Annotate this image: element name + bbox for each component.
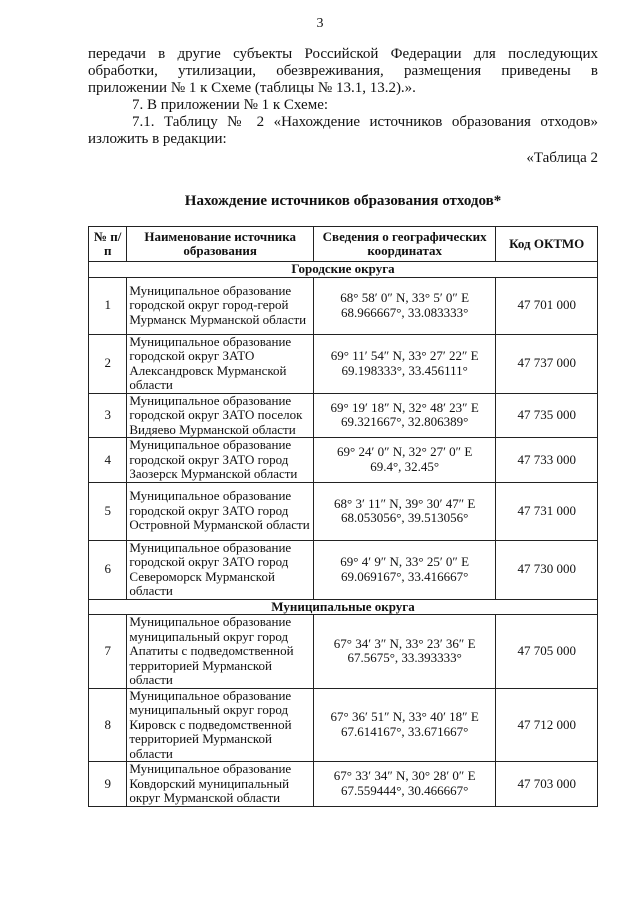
source-name: Муниципальное образование городской округ город-герой Мурманск Мурманской области — [127, 277, 314, 334]
header-name: Наименование источника образования — [127, 227, 314, 262]
table-body — [89, 262, 598, 807]
table-header-row — [89, 227, 598, 262]
table-row — [89, 334, 598, 393]
table-row — [89, 762, 598, 807]
coordinates-cell — [313, 393, 495, 438]
coordinates-decimal: 68.053056°, 39.513056° — [340, 510, 469, 525]
coordinates-decimal: 69.198333°, 33.456111° — [341, 362, 468, 378]
oktmo-code: 47 701 000 — [496, 277, 598, 334]
coordinates-cell — [313, 688, 495, 762]
coordinates-decimal: 67.614167°, 33.671667° — [340, 723, 469, 739]
table-label: «Таблица 2 — [526, 150, 598, 166]
section-row — [89, 262, 598, 278]
coordinates-decimal: 67.5675°, 33.393333° — [347, 650, 462, 666]
table-row — [89, 482, 598, 540]
row-number: 2 — [89, 334, 127, 393]
coordinates-decimal: 69.4°, 32.45° — [370, 458, 440, 474]
oktmo-code: 47 737 000 — [496, 334, 598, 393]
paragraph-item-7-1: 7.1. Таблицу № 2 «Нахождение источников образования отходов» изложить в редакции: — [88, 114, 598, 147]
coordinates-decimal: 68.966667°, 33.083333° — [340, 304, 469, 320]
row-number: 5 — [89, 482, 127, 540]
header-num: № п/п — [89, 227, 127, 262]
table-row — [89, 277, 598, 334]
header-oktmo: Код ОКТМО — [496, 227, 598, 262]
coordinates-cell — [313, 540, 495, 599]
coordinates-cell — [313, 482, 495, 540]
coordinates-dms: 67° 34′ 3″ N, 33° 23′ 36″ E — [333, 635, 476, 651]
source-name: Муниципальное образование городской округ ЗАТО Александровск Мурманской области — [127, 334, 314, 393]
coordinates-dms: 67° 36′ 51″ N, 33° 40′ 18″ E — [330, 709, 479, 725]
row-number: 4 — [89, 438, 127, 483]
coordinates-dms: 69° 4′ 9″ N, 33° 25′ 0″ E — [340, 554, 470, 569]
coordinates-dms: 68° 3′ 11″ N, 39° 30′ 47″ E — [334, 495, 476, 511]
coordinates-decimal: 69.321667°, 32.806389° — [340, 414, 469, 430]
section-title: Муниципальные округа — [89, 599, 598, 615]
source-name: Муниципальное образование городской округ ЗАТО город Островной Мурманской области — [127, 482, 314, 540]
oktmo-code: 47 730 000 — [496, 540, 598, 599]
row-number: 3 — [89, 393, 127, 438]
table-title: Нахождение источников образования отходов* — [184, 193, 502, 209]
coordinates-dms: 69° 19′ 18″ N, 32° 48′ 23″ E — [330, 399, 479, 415]
source-name: Муниципальное образование городской округ ЗАТО поселок Видяево Мурманской области — [127, 393, 314, 438]
coordinates-decimal: 67.559444°, 30.466667° — [340, 782, 469, 798]
source-name: Муниципальное образование городской округ ЗАТО город Североморск Мурманской области — [127, 540, 314, 599]
row-number: 1 — [89, 277, 127, 334]
oktmo-code: 47 731 000 — [496, 482, 598, 540]
row-number: 6 — [89, 540, 127, 599]
oktmo-code: 47 703 000 — [496, 762, 598, 807]
section-row — [89, 599, 598, 615]
oktmo-code: 47 733 000 — [496, 438, 598, 483]
paragraph-continuation: передачи в другие субъекты Российской Федерации для последующих обработки, утилизации, обезвреживания, размещения приведены в приложении № 1 к Схеме (таблицы № 13.1, 13.2).». — [88, 46, 598, 96]
coordinates-cell — [313, 277, 495, 334]
coordinates-cell — [313, 438, 495, 483]
coordinates-decimal: 69.069167°, 33.416667° — [340, 568, 469, 584]
paragraph-item-7: 7. В приложении № 1 к Схеме: — [132, 97, 329, 113]
row-number: 7 — [89, 615, 127, 689]
body-text — [88, 46, 598, 167]
table-row — [89, 615, 598, 689]
table-row — [89, 688, 598, 762]
table-row — [89, 540, 598, 599]
source-name: Муниципальное образование Ковдорский муниципальный округ Мурманской области — [127, 762, 314, 807]
oktmo-code: 47 712 000 — [496, 688, 598, 762]
row-number: 9 — [89, 762, 127, 807]
oktmo-code: 47 735 000 — [496, 393, 598, 438]
source-name: Муниципальное образование муниципальный округ город Апатиты с подведомственной территорией Мурманской области — [127, 615, 314, 689]
coordinates-cell — [313, 615, 495, 689]
coordinates-dms: 67° 33′ 34″ N, 30° 28′ 0″ E — [333, 768, 476, 784]
header-coords: Сведения о географических координатах — [313, 227, 495, 262]
page-number: 3 — [316, 16, 324, 31]
coordinates-dms: 68° 58′ 0″ N, 33° 5′ 0″ E — [340, 290, 470, 305]
source-name: Муниципальное образование муниципальный округ город Кировск с подведомственной территорией Мурманской области — [127, 688, 314, 762]
table-row — [89, 438, 598, 483]
sources-table — [88, 226, 598, 807]
section-title: Городские округа — [89, 262, 598, 278]
oktmo-code: 47 705 000 — [496, 615, 598, 689]
coordinates-dms: 69° 24′ 0″ N, 32° 27′ 0″ E — [337, 444, 473, 460]
coordinates-cell — [313, 334, 495, 393]
row-number: 8 — [89, 688, 127, 762]
source-name: Муниципальное образование городской округ ЗАТО город Заозерск Мурманской области — [127, 438, 314, 483]
table-row — [89, 393, 598, 438]
coordinates-cell — [313, 762, 495, 807]
coordinates-dms: 69° 11′ 54″ N, 33° 27′ 22″ E — [330, 348, 479, 363]
